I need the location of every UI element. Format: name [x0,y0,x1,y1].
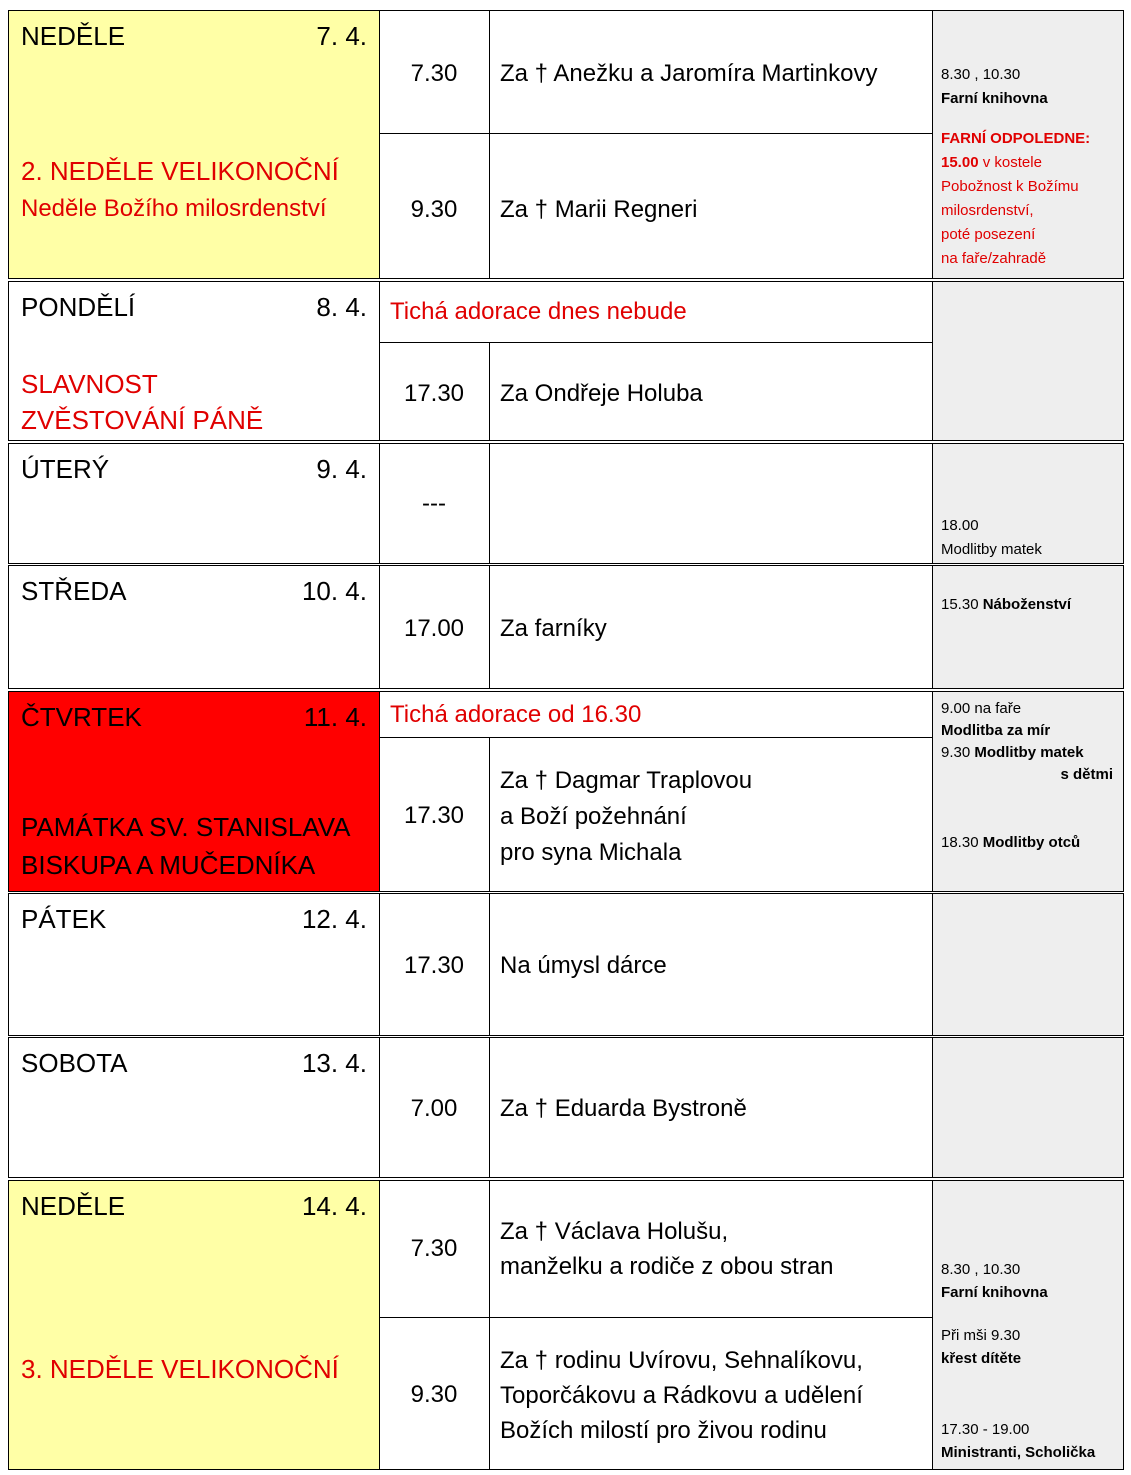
feast-title: ZVĚSTOVÁNÍ PÁNĚ [21,405,264,435]
feast-title: SLAVNOST [21,369,158,399]
mass-intention: Na úmysl dárce [500,952,667,979]
day-date: 9. 4. [316,454,367,484]
day-name: ÚTERÝ [21,454,110,484]
note-line: 18.30 [941,834,983,851]
mass-intention: Za † Dagmar Traplovou [500,767,753,794]
day-date: 12. 4. [301,904,367,934]
note-line: Modlitby matek [974,744,1084,761]
mass-intention: Za † Marii Regneri [500,196,698,223]
note-line: Náboženství [982,596,1072,613]
day-date: 14. 4. [301,1191,367,1221]
notes-cell [932,443,1124,564]
day-date: 8. 4. [316,292,367,322]
mass-time: 7.00 [410,1095,458,1122]
note-line: 15.00 [941,154,979,171]
note-line: v kostele [978,154,1042,171]
day-cell-sunday-7-4 [8,10,380,279]
note-line: Modlitby otců [982,834,1081,851]
note-line: 8.30 , 10.30 [941,66,1021,83]
note-line: s dětmi [1060,766,1113,783]
note-line: Modlitby matek [941,541,1042,558]
announcement: Tichá adorace dnes nebude [390,298,687,325]
day-name: PÁTEK [21,904,107,934]
day-name: NEDĚLE [21,21,126,51]
note-line: Ministranti, Scholička [941,1444,1096,1461]
day-cell-thursday-11-4 [8,691,380,892]
mass-intention: Za † Václava Holušu, [500,1218,729,1245]
mass-intention: pro syna Michala [500,839,682,866]
note-line: 9.30 [941,744,975,761]
note-line: 17.30 - 19.00 [941,1421,1030,1438]
day-name: PONDĚLÍ [21,292,136,322]
day-date: 11. 4. [303,702,367,732]
mass-time: 17.30 [403,802,465,829]
day-cell-monday-8-4 [8,281,380,441]
mass-time: 7.30 [410,60,458,87]
day-name: NEDĚLE [21,1191,126,1221]
note-line: Pobožnost k Božímu [941,178,1079,195]
note-line: Farní knihovna [941,90,1048,107]
day-date: 10. 4. [301,576,367,606]
day-date: 7. 4. [316,21,367,51]
day-date: 13. 4. [301,1048,367,1078]
notes-cell [932,281,1124,441]
note-line: poté posezení [941,226,1036,243]
day-name: SOBOTA [21,1048,128,1078]
notes-cell [932,565,1124,689]
mass-intention: Za † Anežku a Jaromíra Martinkovy [500,60,878,87]
mass-block [379,10,933,279]
day-name: ČTVRTEK [21,702,142,732]
note-line: 18.00 [941,517,979,534]
day-name: STŘEDA [21,576,127,606]
notes-cell [932,691,1124,892]
mass-time: 17.30 [403,952,465,979]
mass-intention: Za † Eduarda Bystroně [500,1095,747,1122]
mass-time: 7.30 [410,1235,458,1262]
mass-intention: Toporčákovu a Rádkovu a udělení [500,1382,863,1409]
note-line: na faře/zahradě [941,250,1047,267]
note-line: Při mši 9.30 [941,1327,1021,1344]
feast-title: 2. NEDĚLE VELIKONOČNÍ [21,156,339,186]
note-line: Modlitba za mír [941,722,1051,739]
day-cell-sunday-14-4 [8,1180,380,1470]
mass-intention: Za † rodinu Uvírovu, Sehnalíkovu, [500,1347,863,1374]
feast-title: BISKUPA A MUČEDNÍKA [21,850,316,880]
note-line: křest dítěte [941,1350,1022,1367]
mass-time: 17.30 [403,380,465,407]
notes-cell [932,1037,1124,1178]
feast-subtitle: Neděle Božího milosrdenství [21,195,327,222]
notes-cell [932,893,1124,1036]
mass-intention: a Boží požehnání [500,803,687,830]
day-cell-tuesday-9-4 [8,443,380,564]
feast-title: 3. NEDĚLE VELIKONOČNÍ [21,1354,339,1384]
mass-intention: Za Ondřeje Holuba [500,380,703,407]
mass-intention: Božích milostí pro živou rodinu [500,1417,827,1444]
mass-intention: manželku a rodiče z obou stran [500,1253,834,1280]
note-line: 15.30 [941,596,983,613]
note-line: FARNÍ ODPOLEDNE: [941,130,1091,147]
notes-cell [932,1180,1124,1470]
note-line: Farní knihovna [941,1284,1048,1301]
mass-time: 9.30 [410,1381,458,1408]
day-cell-wednesday-10-4 [8,565,380,689]
mass-time: 17.00 [403,615,465,642]
note-line: milosrdenství, [941,202,1034,219]
mass-time: 9.30 [410,196,458,223]
mass-time: --- [422,490,446,517]
note-line: 9.00 na faře [941,700,1022,717]
feast-title: PAMÁTKA SV. STANISLAVA [21,812,351,842]
day-cell-saturday-13-4 [8,1037,380,1178]
notes-cell [932,10,1124,279]
announcement: Tichá adorace od 16.30 [390,701,642,728]
mass-intention: Za farníky [500,615,607,642]
day-cell-friday-12-4 [8,893,380,1036]
note-line: 8.30 , 10.30 [941,1261,1021,1278]
